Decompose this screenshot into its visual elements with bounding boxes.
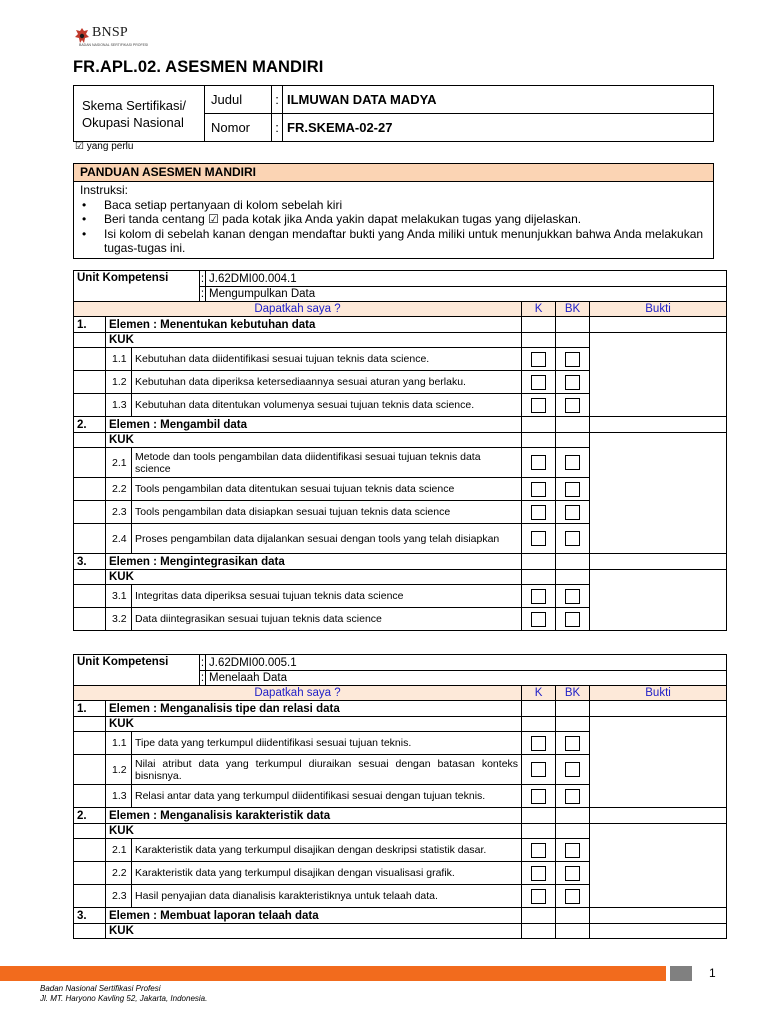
bk-checkbox[interactable] [565, 505, 580, 520]
instruksi-list [80, 198, 707, 256]
unit-code: J.62DMI00.005.1 [206, 655, 727, 671]
k-checkbox[interactable] [531, 736, 546, 751]
bukti-cell[interactable] [590, 824, 727, 908]
bukti-header: Bukti [590, 302, 727, 317]
element-title: Elemen : Menganalisis karakteristik data [106, 808, 522, 824]
k-checkbox[interactable] [531, 375, 546, 390]
k-checkbox[interactable] [531, 789, 546, 804]
kuk-number: 1.1 [106, 348, 132, 371]
logo-brand: BNSP [92, 25, 128, 40]
kuk-text: Karakteristik data yang terkumpul disajikan dengan deskripsi statistik dasar. [132, 839, 522, 862]
kuk-number: 1.2 [106, 755, 132, 785]
bk-checkbox[interactable] [565, 843, 580, 858]
unit-code: J.62DMI00.004.1 [206, 271, 727, 287]
bk-header: BK [556, 686, 590, 701]
bk-header: BK [556, 302, 590, 317]
judul-value: ILMUWAN DATA MADYA [283, 86, 714, 114]
instruksi-item: • Isi kolom di sebelah kanan dengan mendaftar bukti yang Anda miliki untuk menunjukkan bahwa Anda melakukan tugas-tugas ini. [104, 227, 707, 256]
k-checkbox[interactable] [531, 589, 546, 604]
kuk-text: Karakteristik data yang terkumpul disajikan dengan visualisasi grafik. [132, 862, 522, 885]
kuk-number: 2.3 [106, 885, 132, 908]
element-title: Elemen : Membuat laporan telaah data [106, 908, 522, 924]
bk-checkbox[interactable] [565, 352, 580, 367]
kuk-number: 3.1 [106, 585, 132, 608]
footer-org [40, 984, 207, 1004]
instruksi-item: • Baca setiap pertanyaan di kolom sebelah kiri [104, 198, 707, 213]
skema-table [73, 85, 714, 142]
bk-checkbox[interactable] [565, 531, 580, 546]
kuk-label: KUK [106, 333, 522, 348]
element-title: Elemen : Menganalisis tipe dan relasi data [106, 701, 522, 717]
kuk-number: 3.2 [106, 608, 132, 631]
k-checkbox[interactable] [531, 352, 546, 367]
bukti-header: Bukti [590, 686, 727, 701]
bk-checkbox[interactable] [565, 762, 580, 777]
k-checkbox[interactable] [531, 398, 546, 413]
bk-checkbox[interactable] [565, 866, 580, 881]
k-checkbox[interactable] [531, 531, 546, 546]
kuk-text: Tools pengambilan data ditentukan sesuai tujuan teknis data science [132, 478, 522, 501]
kuk-text: Metode dan tools pengambilan data diidentifikasi sesuai tujuan teknis data science [132, 448, 522, 478]
k-checkbox[interactable] [531, 505, 546, 520]
instruksi-label: Instruksi: [80, 183, 129, 197]
bk-checkbox[interactable] [565, 375, 580, 390]
element-title: Elemen : Mengambil data [106, 417, 522, 433]
panduan-header: PANDUAN ASESMEN MANDIRI [74, 164, 713, 182]
unit-table-1 [73, 270, 727, 631]
kuk-text: Tools pengambilan data disiapkan sesuai tujuan teknis data science [132, 501, 522, 524]
bukti-cell[interactable] [590, 333, 727, 417]
judul-label: Judul [205, 86, 272, 114]
bk-checkbox[interactable] [565, 455, 580, 470]
kuk-text: Kebutuhan data ditentukan volumenya sesuai tujuan teknis data science. [132, 394, 522, 417]
instruksi-item: • Beri tanda centang ☑ pada kotak jika Anda yakin dapat melakukan tugas yang dijelaskan. [104, 212, 707, 227]
footer-org-name: Badan Nasional Sertifikasi Profesi [40, 984, 161, 993]
element-number: 1. [74, 701, 106, 717]
k-checkbox[interactable] [531, 612, 546, 627]
page-number: 1 [709, 966, 716, 980]
element-number: 1. [74, 317, 106, 333]
kuk-number: 1.3 [106, 394, 132, 417]
bukti-cell[interactable] [590, 924, 727, 939]
element-title: Elemen : Menentukan kebutuhan data [106, 317, 522, 333]
kuk-label: KUK [106, 824, 522, 839]
kuk-number: 2.1 [106, 448, 132, 478]
nomor-label: Nomor [205, 114, 272, 142]
kuk-text: Tipe data yang terkumpul diidentifikasi sesuai tujuan teknis. [132, 732, 522, 755]
colon: : [272, 86, 283, 114]
kuk-number: 1.1 [106, 732, 132, 755]
nomor-value: FR.SKEMA-02-27 [283, 114, 714, 142]
kuk-text: Proses pengambilan data dijalankan sesuai dengan tools yang telah disiapkan [132, 524, 522, 554]
kuk-number: 2.1 [106, 839, 132, 862]
bnsp-logo [73, 25, 149, 50]
element-number: 2. [74, 417, 106, 433]
panduan-box [73, 163, 714, 259]
kuk-number: 2.3 [106, 501, 132, 524]
k-header: K [522, 302, 556, 317]
colon: : [200, 656, 205, 669]
colon: : [272, 114, 283, 142]
kuk-text: Nilai atribut data yang terkumpul diuraikan sesuai dengan batasan konteks bisnisnya. [132, 755, 522, 785]
unit-name: Mengumpulkan Data [206, 287, 727, 302]
unit-name: Menelaah Data [206, 671, 727, 686]
bk-checkbox[interactable] [565, 398, 580, 413]
kuk-number: 2.4 [106, 524, 132, 554]
kuk-number: 1.3 [106, 785, 132, 808]
dapatkah-header: Dapatkah saya ? [74, 302, 522, 317]
bk-checkbox[interactable] [565, 589, 580, 604]
element-title: Elemen : Mengintegrasikan data [106, 554, 522, 570]
yang-perlu-note: ☑ yang perlu [75, 141, 134, 152]
element-number: 2. [74, 808, 106, 824]
logo-subtitle: BADAN NASIONAL SERTIFIKASI PROFESI [79, 43, 149, 47]
bk-checkbox[interactable] [565, 736, 580, 751]
colon: : [200, 288, 205, 300]
skema-label: Skema Sertifikasi/ Okupasi Nasional [74, 86, 205, 142]
kuk-text: Relasi antar data yang terkumpul diidentifikasi sesuai dengan tujuan teknis. [132, 785, 522, 808]
bukti-cell[interactable] [590, 433, 727, 554]
kuk-number: 1.2 [106, 371, 132, 394]
footer-accent-bar [0, 966, 666, 981]
footer-address: Jl. MT. Haryono Kavling 52, Jakarta, Indonesia. [40, 994, 208, 1003]
k-checkbox[interactable] [531, 866, 546, 881]
colon: : [200, 272, 205, 285]
k-checkbox[interactable] [531, 455, 546, 470]
kuk-text: Kebutuhan data diperiksa ketersediaannya sesuai aturan yang berlaku. [132, 371, 522, 394]
bukti-cell[interactable] [590, 717, 727, 808]
bk-checkbox[interactable] [565, 889, 580, 904]
bukti-cell[interactable] [590, 570, 727, 631]
k-checkbox[interactable] [531, 843, 546, 858]
document-title: FR.APL.02. ASESMEN MANDIRI [73, 58, 324, 76]
kuk-label: KUK [106, 924, 522, 939]
kuk-number: 2.2 [106, 862, 132, 885]
unit-table-2 [73, 654, 727, 939]
kuk-label: KUK [106, 433, 522, 448]
kuk-number: 2.2 [106, 478, 132, 501]
kuk-label: KUK [106, 717, 522, 732]
kuk-text: Hasil penyajian data dianalisis karakteristiknya untuk telaah data. [132, 885, 522, 908]
bk-checkbox[interactable] [565, 482, 580, 497]
dapatkah-header: Dapatkah saya ? [74, 686, 522, 701]
k-checkbox[interactable] [531, 762, 546, 777]
kuk-text: Integritas data diperiksa sesuai tujuan teknis data science [132, 585, 522, 608]
kuk-label: KUK [106, 570, 522, 585]
element-number: 3. [74, 908, 106, 924]
bk-checkbox[interactable] [565, 789, 580, 804]
unit-kompetensi-label: Unit Kompetensi [74, 655, 200, 686]
bk-checkbox[interactable] [565, 612, 580, 627]
colon: : [200, 672, 205, 684]
bnsp-emblem-icon [75, 28, 89, 44]
kuk-text: Data diintegrasikan sesuai tujuan teknis data science [132, 608, 522, 631]
k-checkbox[interactable] [531, 482, 546, 497]
k-checkbox[interactable] [531, 889, 546, 904]
unit-kompetensi-label: Unit Kompetensi [74, 271, 200, 302]
kuk-text: Kebutuhan data diidentifikasi sesuai tujuan teknis data science. [132, 348, 522, 371]
element-number: 3. [74, 554, 106, 570]
footer-grey-block [670, 966, 692, 981]
k-header: K [522, 686, 556, 701]
